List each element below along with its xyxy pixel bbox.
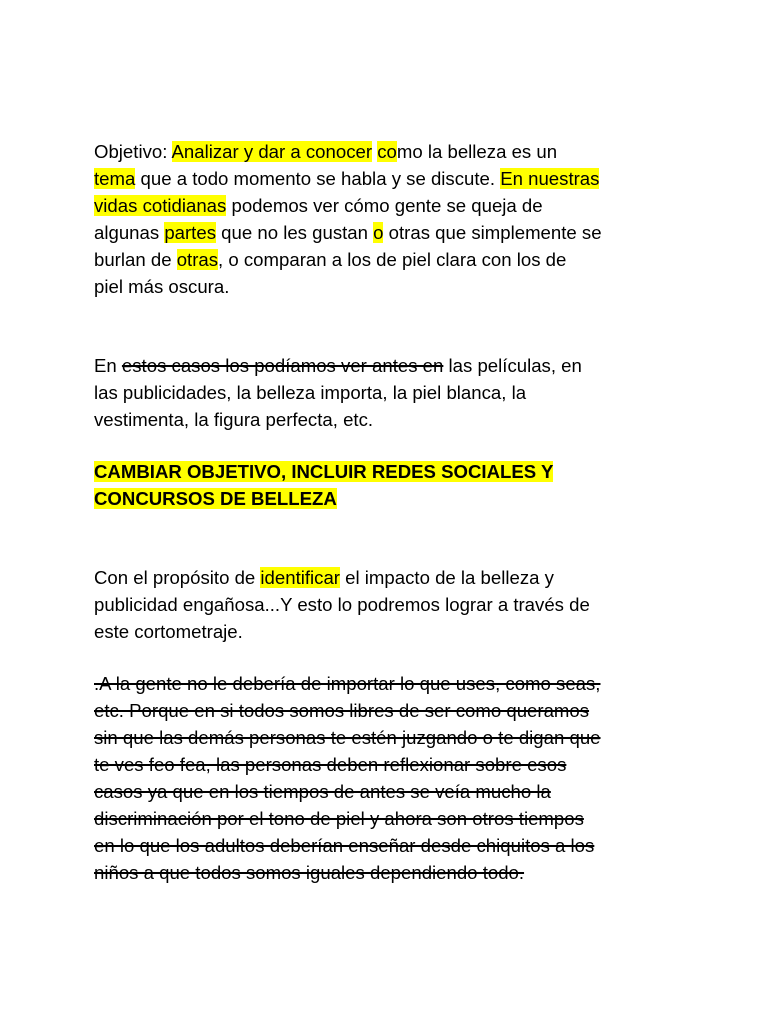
text-run: te ves feo fea, las personas deben reflexionar sobre esos bbox=[94, 754, 567, 775]
text-run: Analizar y dar a conocer bbox=[171, 141, 373, 162]
text-run: CONCURSOS DE BELLEZA bbox=[94, 488, 337, 509]
text-run: , o comparan a los de piel clara con los de bbox=[218, 249, 567, 270]
text-run: Objetivo: bbox=[94, 141, 172, 162]
text-run: discriminación por el tono de piel y ahora son otros tiempos bbox=[94, 808, 584, 829]
text-line bbox=[94, 859, 694, 886]
text-line bbox=[94, 379, 694, 406]
text-run: otras bbox=[176, 249, 219, 270]
text-run: tema bbox=[94, 168, 136, 189]
text-line bbox=[94, 458, 694, 485]
text-run: CAMBIAR OBJETIVO, INCLUIR REDES SOCIALES Y bbox=[94, 461, 554, 482]
text-line bbox=[94, 406, 694, 433]
text-run: estos casos los podíamos ver antes en bbox=[121, 355, 444, 376]
text-run: burlan de bbox=[94, 249, 177, 270]
text-run: este cortometraje. bbox=[94, 621, 243, 642]
text-run: otras que simplemente se bbox=[383, 222, 602, 243]
text-run: podemos ver cómo gente se queja de bbox=[226, 195, 543, 216]
text-run: que no les gustan bbox=[216, 222, 374, 243]
text-line bbox=[94, 832, 694, 859]
text-run: Con el propósito de bbox=[94, 567, 261, 588]
text-run: en lo que los adultos deberían enseñar desde chiquitos a los bbox=[94, 835, 595, 856]
text-run: vestimenta, la figura perfecta, etc. bbox=[94, 409, 374, 430]
paragraph-note bbox=[94, 458, 694, 512]
text-run: identificar bbox=[260, 567, 340, 588]
text-line bbox=[94, 219, 694, 246]
text-line bbox=[94, 591, 694, 618]
text-line bbox=[94, 165, 694, 192]
text-line bbox=[94, 273, 694, 300]
text-run: partes bbox=[164, 222, 216, 243]
paragraph-purpose bbox=[94, 564, 694, 645]
document-page bbox=[94, 138, 694, 886]
text-run: vidas cotidianas bbox=[94, 195, 227, 216]
text-run: casos ya que en los tiempos de antes se veía mucho la bbox=[94, 781, 551, 802]
text-run: publicidad engañosa...Y esto lo podremos lograr a través de bbox=[94, 594, 590, 615]
text-run: sin que las demás personas te estén juzgando o te digan que bbox=[94, 727, 601, 748]
text-line bbox=[94, 246, 694, 273]
text-run: mo la belleza es un bbox=[396, 141, 558, 162]
text-line bbox=[94, 805, 694, 832]
text-line bbox=[94, 192, 694, 219]
text-run: las películas, en bbox=[443, 355, 582, 376]
text-run: que a todo momento se habla y se discute. bbox=[135, 168, 501, 189]
text-line bbox=[94, 778, 694, 805]
text-line bbox=[94, 670, 694, 697]
text-run: etc. Porque en si todos somos libres de ser como queramos bbox=[94, 700, 590, 721]
text-line bbox=[94, 485, 694, 512]
text-run: En nuestras bbox=[500, 168, 600, 189]
text-line bbox=[94, 138, 694, 165]
text-run: piel más oscura. bbox=[94, 276, 230, 297]
text-run: niños a que todos somos iguales dependiendo todo. bbox=[94, 862, 525, 883]
text-run: o bbox=[373, 222, 384, 243]
text-line bbox=[94, 751, 694, 778]
text-run: En bbox=[94, 355, 122, 376]
text-run: algunas bbox=[94, 222, 165, 243]
text-line bbox=[94, 724, 694, 751]
text-run: el impacto de la belleza y bbox=[340, 567, 554, 588]
text-line bbox=[94, 564, 694, 591]
paragraph-objective bbox=[94, 138, 694, 300]
text-run: las publicidades, la belleza importa, la piel blanca, la bbox=[94, 382, 527, 403]
text-line bbox=[94, 618, 694, 645]
paragraph-struck bbox=[94, 670, 694, 886]
text-line bbox=[94, 352, 694, 379]
text-run: co bbox=[377, 141, 397, 162]
text-run: .A la gente no le debería de importar lo que uses, como seas, bbox=[94, 673, 601, 694]
paragraph-examples bbox=[94, 352, 694, 433]
text-line bbox=[94, 697, 694, 724]
